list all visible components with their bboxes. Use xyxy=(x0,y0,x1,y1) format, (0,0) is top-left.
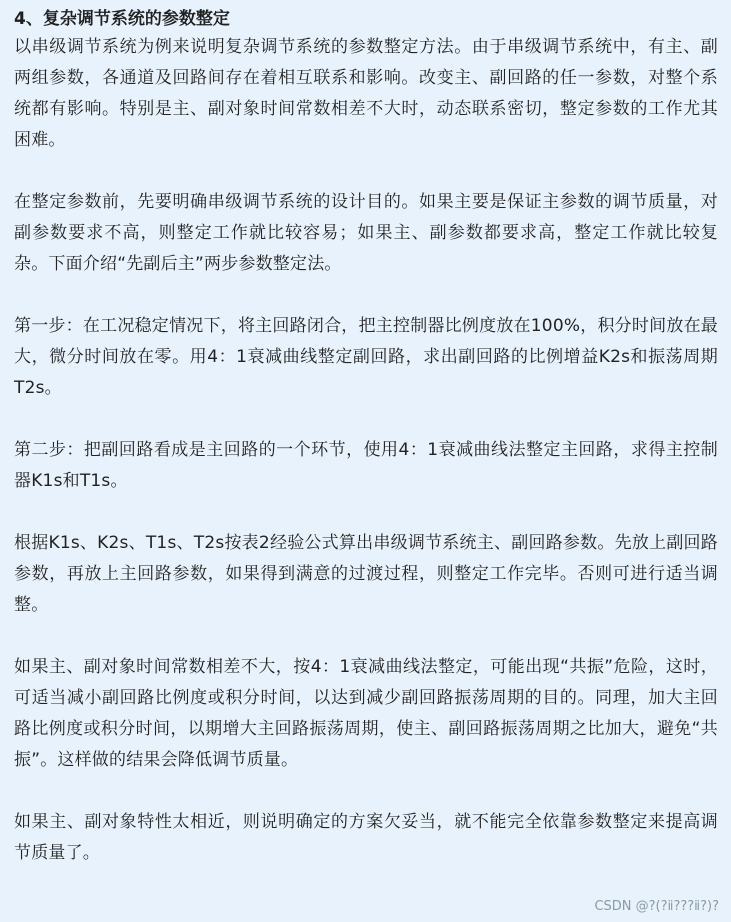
paragraph-resonance: 如果主、副对象时间常数相差不大，按4：1衰减曲线法整定，可能出现“共振”危险，这时，可适当减小副回路比例度或积分时间，以达到减少副回路振荡周期的目的。同理，加大主回路比例度或积分时间，以期增大主回路振荡周期，使主、副回路振荡周期之比加大，避免“共振”。这样做的结果会降低调节质量。 xyxy=(14,657,718,770)
paragraph-purpose: 在整定参数前，先要明确串级调节系统的设计目的。如果主要是保证主参数的调节质量，对副参数要求不高，则整定工作就比较容易；如果主、副参数都要求高，整定工作就比较复杂。下面介绍“先副后主”两步参数整定法。 xyxy=(14,192,718,274)
paragraph-intro: 以串级调节系统为例来说明复杂调节系统的参数整定方法。由于串级调节系统中，有主、副两组参数，各通道及回路间存在着相互联系和影响。改变主、副回路的任一参数，对整个系统都有影响。特别是主、副对象时间常数相差不大时，动态联系密切，整定参数的工作尤其困难。 xyxy=(14,37,718,150)
paragraph-gap xyxy=(14,156,718,187)
paragraph-gap xyxy=(14,776,718,807)
paragraph-step-one: 第一步：在工况稳定情况下，将主回路闭合，把主控制器比例度放在100%，积分时间放在最大，微分时间放在零。用4：1衰减曲线整定副回路，求出副回路的比例增益K2s和振荡周期T2s。 xyxy=(14,316,718,398)
paragraph-gap xyxy=(14,404,718,435)
article-body xyxy=(14,6,718,869)
paragraph-step-two: 第二步：把副回路看成是主回路的一个环节，使用4：1衰减曲线法整定主回路，求得主控制器K1s和T1s。 xyxy=(14,440,718,491)
paragraph-gap xyxy=(14,621,718,652)
paragraph-gap xyxy=(14,497,718,528)
paragraph-calculation: 根据K1s、K2s、T1s、T2s按表2经验公式算出串级调节系统主、副回路参数。先放上副回路参数，再放上主回路参数，如果得到满意的过渡过程，则整定工作完毕。否则可进行适当调整。 xyxy=(14,533,718,615)
paragraph-gap xyxy=(14,280,718,311)
paragraph-conclusion: 如果主、副对象特性太相近，则说明确定的方案欠妥当，就不能完全依靠参数整定来提高调节质量了。 xyxy=(14,812,718,863)
section-heading: 4、复杂调节系统的参数整定 xyxy=(14,9,230,29)
csdn-watermark: CSDN @?(?ⅱ???ⅱ?)? xyxy=(594,899,719,914)
